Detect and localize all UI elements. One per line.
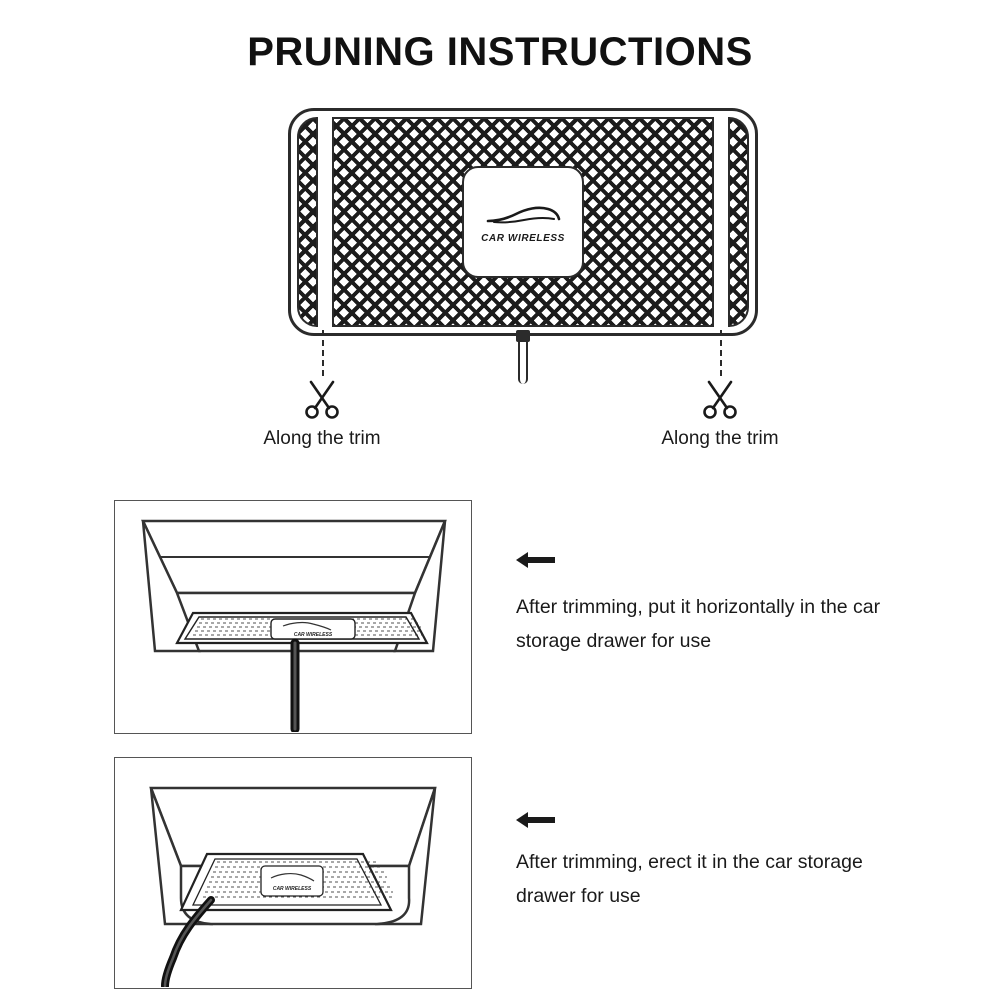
cut-dashed-line [720,330,722,376]
cut-guide-right-label: Along the trim [661,428,779,449]
svg-text:CAR WIRELESS: CAR WIRELESS [272,886,312,892]
cut-guide-left-label: Along the trim [263,428,381,449]
page-title: PRUNING INSTRUCTIONS [247,30,753,74]
product-logo-text: CAR WIRELESS [481,232,565,244]
pad-left-trim-strip [316,117,334,327]
arrow-left-icon [514,550,556,570]
step-1-illustration-panel [114,500,472,734]
svg-text:CAR WIRELESS: CAR WIRELESS [293,632,333,638]
pad-right-trim-strip [712,117,730,327]
cut-dashed-line [322,330,324,376]
car-silhouette-icon [484,201,562,227]
scissors-icon [697,374,743,420]
step-2-caption: After trimming, erect it in the car storage drawer for use [516,851,863,908]
charging-cable [513,330,533,382]
step-2-illustration-panel [114,757,472,989]
scissors-icon [299,374,345,420]
step-1-caption: After trimming, put it horizontally in the car storage drawer for use [516,596,881,653]
cable-wire [518,340,528,384]
product-logo-badge [462,166,584,278]
arrow-left-icon [514,810,556,830]
wireless-charging-pad-illustration [288,108,758,336]
